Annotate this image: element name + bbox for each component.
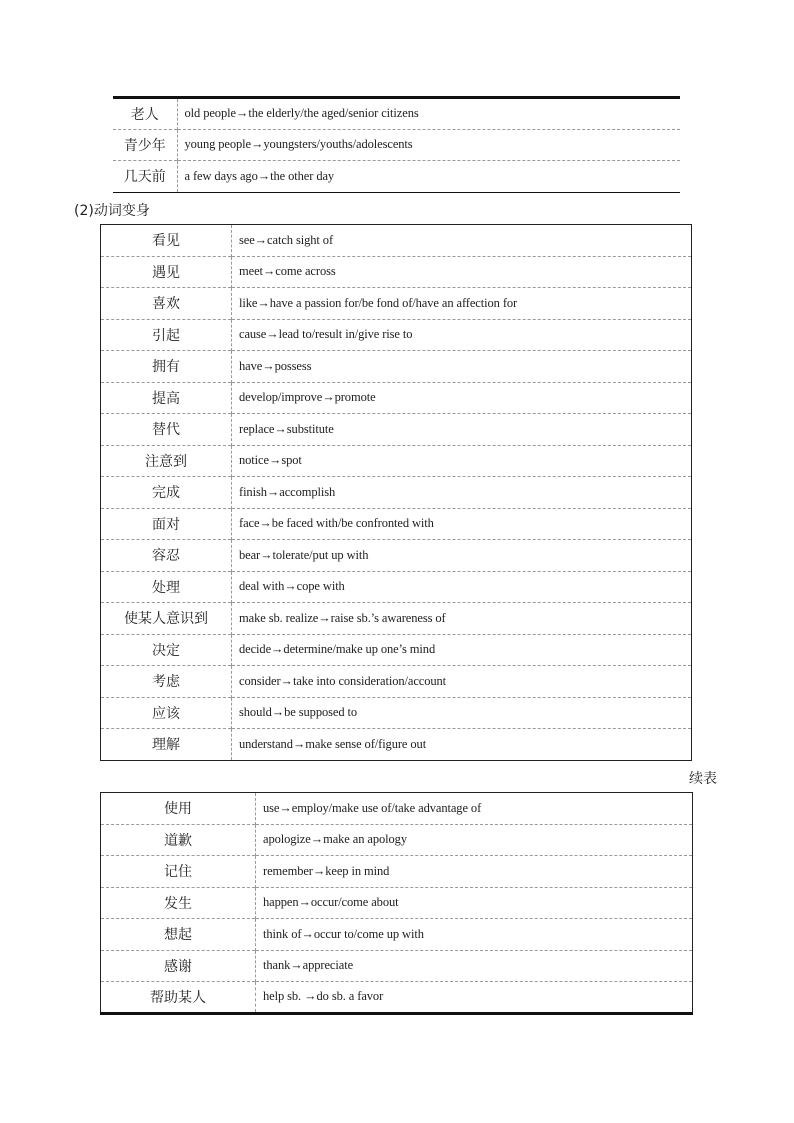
chinese-term-cell: 拥有: [101, 351, 232, 383]
chinese-term-cell: 记住: [101, 856, 256, 888]
table-row: [101, 256, 692, 288]
chinese-term-cell: 决定: [101, 634, 232, 666]
table-row: [101, 824, 693, 856]
english-upgrade-cell: help sb. →do sb. a favor: [256, 982, 693, 1014]
chinese-term-cell: 使某人意识到: [101, 603, 232, 635]
chinese-term-cell: 引起: [101, 319, 232, 351]
chinese-term-cell: 替代: [101, 414, 232, 446]
chinese-term-cell: 看见: [101, 225, 232, 257]
table-row: [101, 225, 692, 257]
chinese-term-cell: 感谢: [101, 950, 256, 982]
table-row: [101, 540, 692, 572]
chinese-term-cell: 老人: [113, 98, 177, 130]
english-upgrade-cell: make sb. realize→raise sb.’s awareness of: [232, 603, 692, 635]
chinese-term-cell: 使用: [101, 793, 256, 825]
english-upgrade-cell: see→catch sight of: [239, 232, 334, 247]
english-upgrade-cell: understand→make sense of/figure out: [232, 729, 692, 761]
english-upgrade-cell: apologize→make an apology: [256, 824, 693, 856]
table-row: [101, 634, 692, 666]
english-upgrade-cell: notice→spot: [232, 445, 692, 477]
english-upgrade-cell: happen→occur/come about: [256, 887, 693, 919]
section-heading: (2)动词变身: [74, 203, 150, 219]
english-upgrade-cell: think of→occur to/come up with: [256, 919, 693, 951]
table-row: [101, 382, 692, 414]
table-row: [113, 161, 680, 193]
chinese-term-cell: 容忍: [101, 540, 232, 572]
english-upgrade-cell: face→be faced with/be confronted with: [232, 508, 692, 540]
english-upgrade-cell: deal with→cope with: [232, 571, 692, 603]
table-body: [101, 225, 692, 761]
chinese-term-cell: 遇见: [101, 256, 232, 288]
table-row: [101, 856, 693, 888]
english-upgrade-cell: decide→determine/make up one’s mind: [232, 634, 692, 666]
table-row: [113, 98, 680, 130]
english-upgrade-cell: young people→youngsters/youths/adolescents: [177, 129, 680, 161]
english-upgrade-cell: meet→come across: [232, 256, 692, 288]
chinese-term-cell: 道歉: [101, 824, 256, 856]
english-upgrade-cell: finish→accomplish: [232, 477, 692, 509]
chinese-term-cell: 理解: [101, 729, 232, 761]
chinese-term-cell: 处理: [101, 571, 232, 603]
table-row: [101, 351, 692, 383]
english-upgrade-cell: develop/improve→promote: [232, 382, 692, 414]
chinese-term-cell: 帮助某人: [101, 982, 256, 1014]
chinese-term-cell: 考虑: [101, 666, 232, 698]
continued-label: 续表: [689, 771, 717, 787]
table-body: [113, 98, 680, 193]
table-row: [101, 666, 692, 698]
table-row: [101, 697, 692, 729]
table-row: [101, 887, 693, 919]
chinese-term-cell: 想起: [101, 919, 256, 951]
chinese-term-cell: 青少年: [113, 129, 177, 161]
english-upgrade-cell: replace→substitute: [232, 414, 692, 446]
table-row: [101, 445, 692, 477]
english-upgrade-cell: bear→tolerate/put up with: [232, 540, 692, 572]
chinese-term-cell: 应该: [101, 697, 232, 729]
chinese-term-cell: 喜欢: [101, 288, 232, 320]
table-row: [101, 508, 692, 540]
table-row: [101, 982, 693, 1014]
table-body: [101, 793, 693, 1014]
english-upgrade-cell: thank→appreciate: [256, 950, 693, 982]
table-row: [101, 477, 692, 509]
chinese-term-cell: 完成: [101, 477, 232, 509]
chinese-term-cell: 提高: [101, 382, 232, 414]
table-row: [101, 729, 692, 761]
table-row: [101, 603, 692, 635]
table-row: [101, 793, 693, 825]
table-row: [101, 950, 693, 982]
chinese-term-cell: 注意到: [101, 445, 232, 477]
english-upgrade-cell: old people→the elderly/the aged/senior citizens: [184, 106, 419, 121]
nouns-vocabulary-table: [113, 96, 680, 193]
english-upgrade-cell: should→be supposed to: [232, 697, 692, 729]
table-row: [101, 414, 692, 446]
chinese-term-cell: 发生: [101, 887, 256, 919]
verbs-vocabulary-table: [100, 224, 692, 761]
table-row: [113, 129, 680, 161]
english-upgrade-cell: use→employ/make use of/take advantage of: [263, 800, 482, 815]
chinese-term-cell: 面对: [101, 508, 232, 540]
english-upgrade-cell: like→have a passion for/be fond of/have an affection for: [232, 288, 692, 320]
english-upgrade-cell: a few days ago→the other day: [177, 161, 680, 193]
continued-vocabulary-table: [100, 792, 693, 1015]
table-row: [101, 319, 692, 351]
table-row: [101, 288, 692, 320]
english-upgrade-cell: remember→keep in mind: [256, 856, 693, 888]
english-upgrade-cell: cause→lead to/result in/give rise to: [232, 319, 692, 351]
table-row: [101, 571, 692, 603]
english-upgrade-cell: consider→take into consideration/account: [232, 666, 692, 698]
english-upgrade-cell: have→possess: [232, 351, 692, 383]
chinese-term-cell: 几天前: [113, 161, 177, 193]
table-row: [101, 919, 693, 951]
